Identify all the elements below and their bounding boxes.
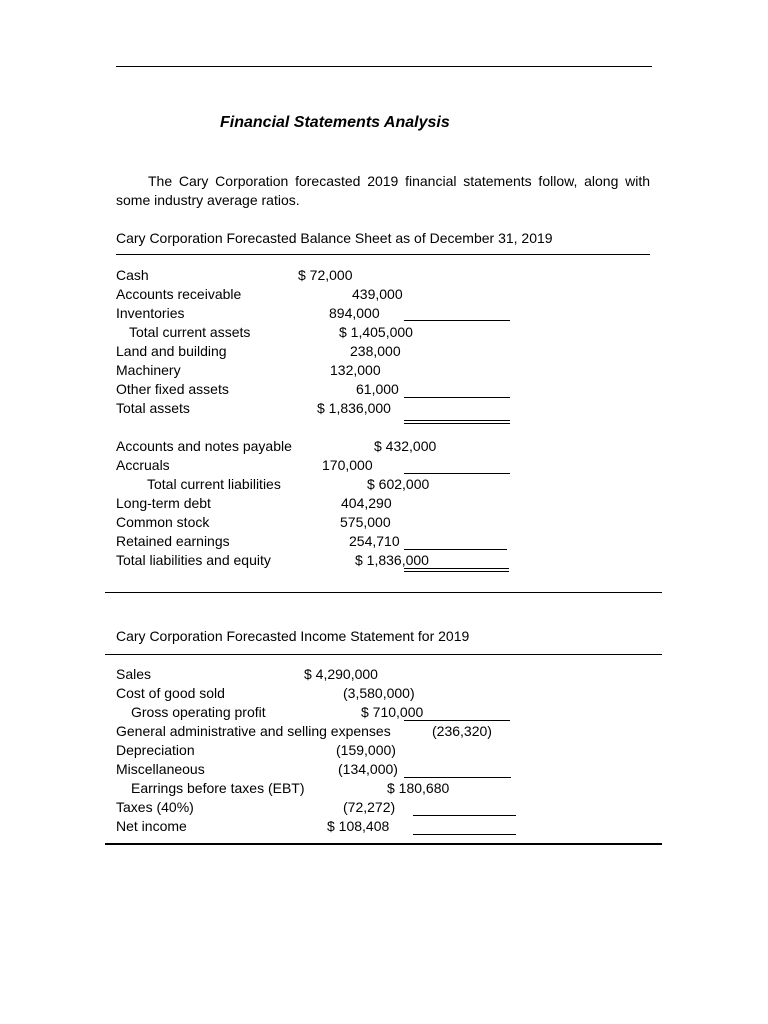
- balance-row-value: 404,290: [341, 495, 392, 511]
- income-row-value: $ 710,000: [361, 704, 424, 720]
- income-row-label: Sales: [116, 666, 152, 682]
- balance-row-value: $ 432,000: [374, 438, 437, 454]
- income-row-label: Depreciation: [116, 742, 195, 758]
- balance-row-label: Other fixed assets: [116, 381, 229, 397]
- income-row-value: $ 108,408: [327, 818, 390, 834]
- underline: [404, 320, 510, 321]
- balance-row-value: 170,000: [322, 457, 373, 473]
- income-row-label: Miscellaneous: [116, 761, 205, 777]
- income-row-label: Taxes (40%): [116, 799, 194, 815]
- income-row-label: Cost of good sold: [116, 685, 225, 701]
- underline: [404, 397, 510, 398]
- balance-row-value: 238,000: [350, 343, 401, 359]
- intro-paragraph: [116, 172, 650, 210]
- balance-row-label: Long-term debt: [116, 495, 211, 511]
- underline: [404, 777, 511, 778]
- income-row-value: (159,000): [336, 742, 396, 758]
- underline: [413, 834, 516, 835]
- double-underline: [404, 568, 509, 572]
- income-row-value: (134,000): [338, 761, 398, 777]
- balance-row-label: Total liabilities and equity: [116, 552, 271, 568]
- balance-row-value: 439,000: [352, 286, 403, 302]
- balance-row-label: Inventories: [116, 305, 185, 321]
- balance-row-label: Land and building: [116, 343, 227, 359]
- balance-row-value: 254,710: [349, 533, 400, 549]
- balance-row-label: Cash: [116, 267, 149, 283]
- balance-row-label: Total assets: [116, 400, 190, 416]
- intro-text: The Cary Corporation forecasted 2019 financial statements follow, along with some industry average ratios.: [116, 173, 650, 208]
- income-row-value: (3,580,000): [343, 685, 415, 701]
- balance-row-label: Common stock: [116, 514, 210, 530]
- balance-row-label: Retained earnings: [116, 533, 230, 549]
- balance-row-value: $ 72,000: [298, 267, 353, 283]
- income-row-value: (236,320): [432, 723, 492, 739]
- double-underline: [404, 420, 510, 424]
- balance-row-value: $ 1,836,000: [355, 552, 429, 568]
- balance-row-value: $ 1,405,000: [339, 324, 413, 340]
- income-statement-heading-rule: [105, 654, 662, 655]
- balance-row-label: Total current assets: [129, 324, 251, 340]
- section-divider: [105, 592, 662, 593]
- balance-row-label: Machinery: [116, 362, 181, 378]
- income-row-label: Net income: [116, 818, 187, 834]
- underline: [413, 815, 516, 816]
- balance-row-value: $ 1,836,000: [317, 400, 391, 416]
- bottom-rule: [105, 843, 662, 845]
- income-row-label: General administrative and selling expenses: [116, 723, 391, 739]
- balance-row-label: Accounts and notes payable: [116, 438, 292, 454]
- top-rule: [116, 66, 652, 67]
- balance-row-label: Accounts receivable: [116, 286, 242, 302]
- income-row-value: (72,272): [343, 799, 396, 815]
- underline: [404, 720, 510, 721]
- income-statement-heading: Cary Corporation Forecasted Income Statement for 2019: [116, 628, 470, 644]
- balance-row-label: Accruals: [116, 457, 170, 473]
- income-row-label: Gross operating profit: [131, 704, 266, 720]
- underline: [404, 549, 507, 550]
- balance-row-value: 894,000: [329, 305, 380, 321]
- income-row-value: $ 4,290,000: [304, 666, 378, 682]
- balance-row-value: 132,000: [330, 362, 381, 378]
- balance-sheet-heading: Cary Corporation Forecasted Balance Sheet as of December 31, 2019: [116, 230, 553, 246]
- income-row-label: Earrings before taxes (EBT): [131, 780, 305, 796]
- balance-row-value: 61,000: [356, 381, 399, 397]
- underline: [404, 473, 510, 474]
- balance-row-value: $ 602,000: [367, 476, 430, 492]
- balance-row-value: 575,000: [340, 514, 391, 530]
- page-title: Financial Statements Analysis: [220, 114, 450, 131]
- balance-sheet-heading-rule: [116, 254, 650, 255]
- income-row-value: $ 180,680: [387, 780, 450, 796]
- balance-row-label: Total current liabilities: [147, 476, 281, 492]
